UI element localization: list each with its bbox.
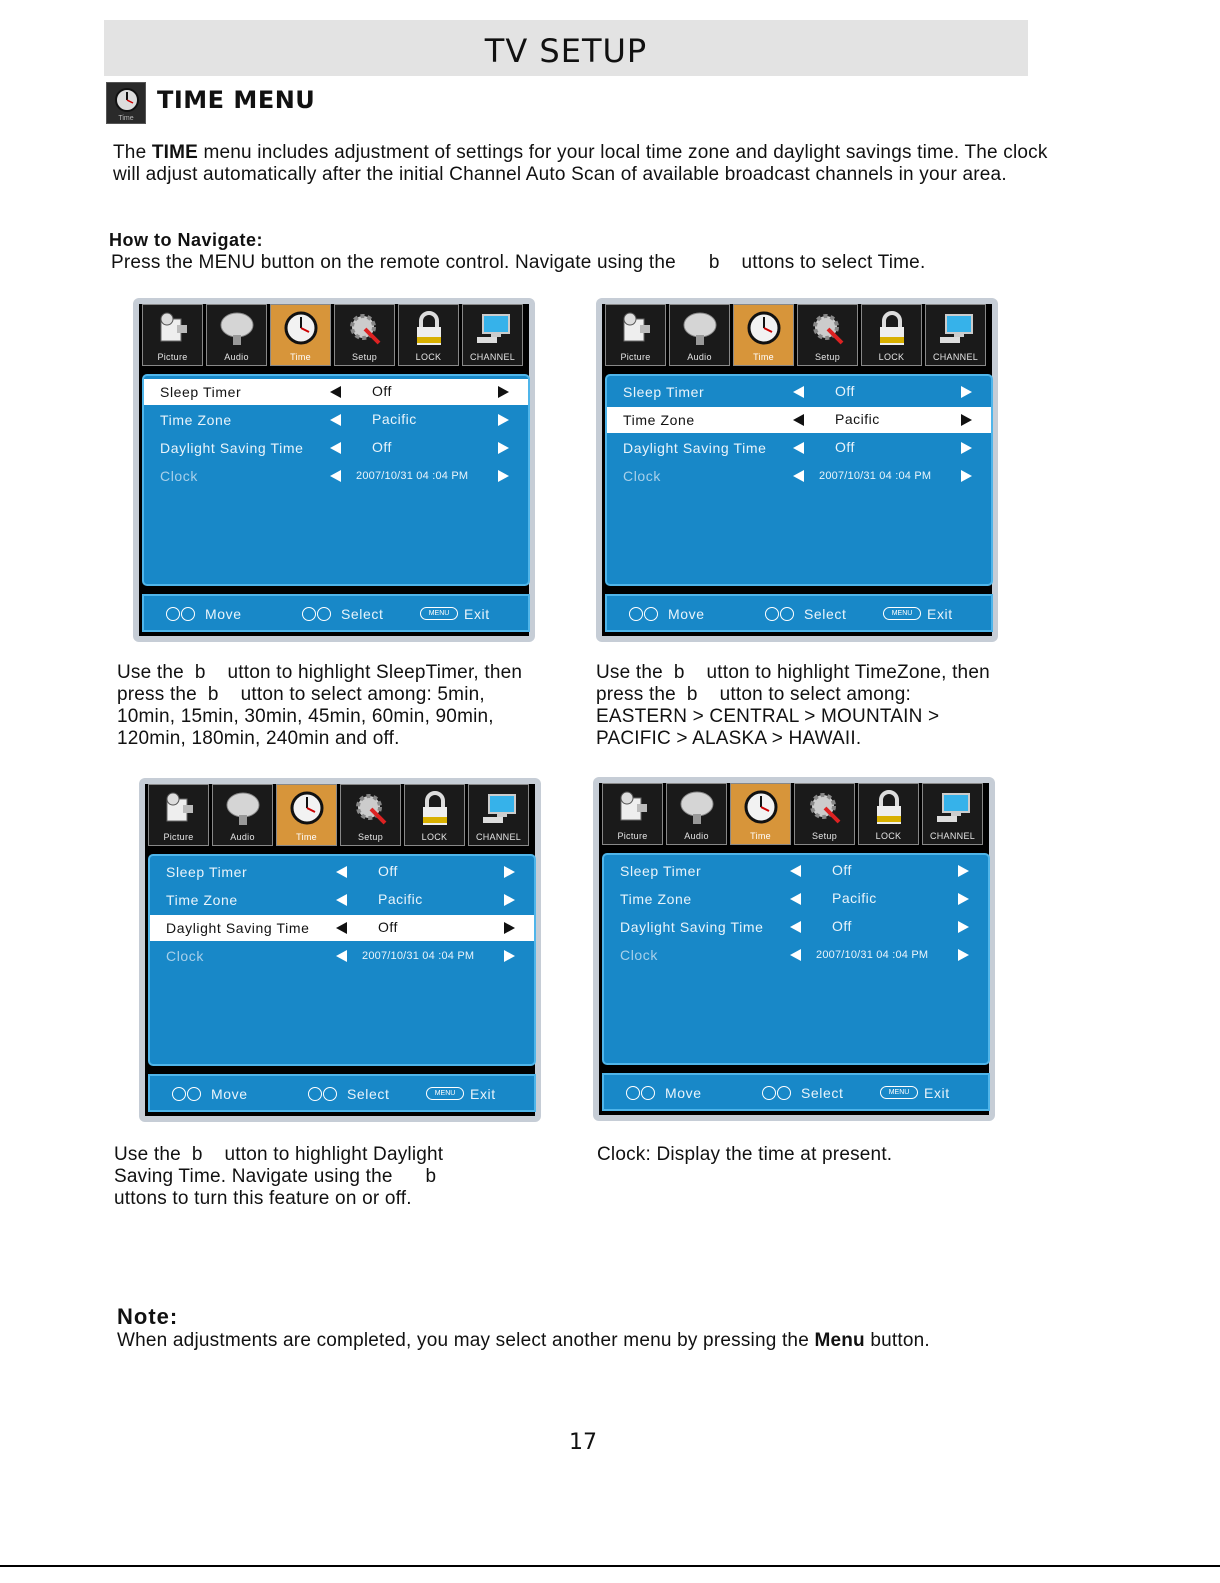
tab-label: Audio	[224, 352, 249, 362]
menu-row-clock	[604, 942, 988, 968]
menu-row-clock	[150, 943, 534, 969]
tab-picture	[605, 304, 666, 366]
menu-row-time-zone	[604, 886, 988, 912]
tab-lock	[858, 783, 919, 845]
menu-row-value: Off	[832, 918, 852, 934]
note-suffix: button.	[864, 1330, 930, 1351]
tv-menu-screenshot	[139, 778, 541, 1122]
menu-row-daylight-saving-time	[150, 915, 534, 941]
menu-row-clock	[144, 463, 528, 489]
menu-row-daylight-saving-time	[607, 435, 991, 461]
move-hint	[172, 1086, 248, 1102]
note-bold: Menu	[814, 1330, 865, 1351]
menu-button-icon: MENU	[880, 1086, 918, 1099]
intro-rest: menu includes adjustment of settings for your local time zone and daylight savings time. The clock will adjust automatically after the initial Channel Auto Scan of available broadcast channels in your area.	[113, 142, 1048, 185]
select-hint	[765, 606, 847, 622]
tab-lock	[404, 784, 465, 846]
tab-label: Audio	[684, 831, 709, 841]
menu-bottom-bar	[602, 1073, 990, 1111]
tab-label: Setup	[351, 352, 378, 362]
menu-row-value: Off	[835, 439, 855, 455]
menu-button-icon: MENU	[426, 1087, 464, 1100]
menu-row-value: 2007/10/31 04 :04 PM	[819, 470, 932, 482]
right-arrow-icon	[958, 865, 969, 877]
right-arrow-icon	[958, 949, 969, 961]
left-arrow-icon	[336, 866, 347, 878]
section-title: TIME MENU	[157, 86, 316, 114]
tab-label: LOCK	[878, 352, 905, 362]
menu-row-value: Pacific	[372, 411, 417, 427]
tab-label: Picture	[620, 352, 651, 362]
menu-row-time-zone	[150, 887, 534, 913]
menu-row-label: Daylight Saving Time	[623, 440, 767, 456]
select-label: Select	[340, 606, 384, 622]
tab-time	[276, 784, 337, 846]
right-button-icon	[323, 1087, 337, 1101]
menu-button-icon: MENU	[883, 607, 921, 620]
move-label: Move	[664, 1085, 702, 1101]
bottom-rule	[0, 1565, 1220, 1567]
select-label: Select	[800, 1085, 844, 1101]
caption-time-zone: Use the b utton to highlight TimeZone, then press the b utton to select among: EASTERN > CENTRAL > MOUNTAIN > PACIFIC > ALASKA > HAWAII.	[596, 662, 996, 749]
left-arrow-icon	[790, 921, 801, 933]
intro-paragraph	[113, 142, 1073, 186]
menu-row-time-zone	[607, 407, 991, 433]
left-arrow-icon	[793, 442, 804, 454]
tab-channel	[922, 783, 983, 845]
right-arrow-icon	[504, 894, 515, 906]
right-arrow-icon	[961, 414, 972, 426]
menu-tabs	[142, 304, 528, 366]
left-arrow-icon	[790, 949, 801, 961]
tab-channel	[925, 304, 986, 366]
caption-clock: Clock: Display the time at present.	[597, 1144, 893, 1165]
select-hint	[308, 1086, 390, 1102]
tv-menu-screenshot	[593, 777, 995, 1121]
time-section-icon	[106, 82, 146, 124]
menu-row-sleep-timer	[607, 379, 991, 405]
move-label: Move	[204, 606, 242, 622]
tab-label: LOCK	[421, 832, 448, 842]
intro-bold: TIME	[151, 142, 199, 163]
tab-picture	[602, 783, 663, 845]
up-button-icon	[626, 1086, 640, 1100]
select-hint	[762, 1085, 844, 1101]
menu-tabs	[602, 783, 988, 845]
tab-time	[730, 783, 791, 845]
menu-row-sleep-timer	[150, 859, 534, 885]
menu-button-icon: MENU	[420, 607, 458, 620]
right-arrow-icon	[961, 386, 972, 398]
right-arrow-icon	[958, 921, 969, 933]
right-arrow-icon	[498, 442, 509, 454]
note-prefix: When adjustments are completed, you may select another menu by pressing the	[117, 1330, 815, 1351]
tab-label: CHANNEL	[929, 831, 976, 841]
tab-channel	[468, 784, 529, 846]
menu-row-value: 2007/10/31 04 :04 PM	[816, 949, 929, 961]
tab-setup	[334, 304, 395, 366]
menu-row-value: Off	[378, 919, 398, 935]
navigate-heading: How to Navigate:	[109, 230, 264, 250]
page-title: TV SETUP	[484, 32, 648, 70]
tab-audio	[669, 304, 730, 366]
menu-row-label: Daylight Saving Time	[166, 920, 310, 936]
caption-daylight-saving: Use the b utton to highlight Daylight Saving Time. Navigate using the b uttons to turn this feature on or off.	[114, 1144, 459, 1209]
menu-row-value: Pacific	[835, 411, 880, 427]
tab-audio	[212, 784, 273, 846]
move-hint	[166, 606, 242, 622]
tab-lock	[398, 304, 459, 366]
left-button-icon	[762, 1086, 776, 1100]
tab-picture	[142, 304, 203, 366]
tab-label: CHANNEL	[932, 352, 979, 362]
up-button-icon	[629, 607, 643, 621]
note-text	[117, 1330, 1017, 1352]
tab-label: Picture	[617, 831, 648, 841]
left-button-icon	[302, 607, 316, 621]
menu-box	[148, 854, 536, 1066]
note-heading: Note:	[117, 1304, 179, 1329]
left-arrow-icon	[330, 414, 341, 426]
left-arrow-icon	[790, 893, 801, 905]
menu-bottom-bar	[605, 594, 993, 632]
left-arrow-icon	[336, 922, 347, 934]
right-button-icon	[777, 1086, 791, 1100]
menu-box	[602, 853, 990, 1065]
tab-audio	[206, 304, 267, 366]
tab-time	[733, 304, 794, 366]
down-button-icon	[641, 1086, 655, 1100]
menu-row-value: Off	[372, 439, 392, 455]
menu-box	[142, 374, 530, 586]
right-arrow-icon	[504, 866, 515, 878]
header-banner	[104, 20, 1028, 76]
menu-row-label: Time Zone	[166, 892, 238, 908]
tab-label: Picture	[163, 832, 194, 842]
caption-sleep-timer: Use the b utton to highlight SleepTimer, then press the b utton to select among: 5min, 10min, 15min, 30min, 45min, 60min, 90min, 120min, 180min, 240min and off.	[117, 662, 528, 749]
down-button-icon	[181, 607, 195, 621]
tab-label: Time	[296, 832, 317, 842]
menu-tabs	[605, 304, 991, 366]
tab-label: LOCK	[415, 352, 442, 362]
menu-row-value: Pacific	[378, 891, 423, 907]
menu-row-time-zone	[144, 407, 528, 433]
clock-icon	[114, 87, 140, 113]
menu-row-label: Time Zone	[160, 412, 232, 428]
right-arrow-icon	[504, 922, 515, 934]
move-hint	[629, 606, 705, 622]
right-arrow-icon	[504, 950, 515, 962]
menu-bottom-bar	[148, 1074, 536, 1112]
select-hint	[302, 606, 384, 622]
intro-prefix: The	[113, 142, 152, 163]
tab-label: Time	[753, 352, 774, 362]
tv-menu-screenshot	[596, 298, 998, 642]
menu-row-daylight-saving-time	[144, 435, 528, 461]
left-arrow-icon	[330, 442, 341, 454]
tab-label: Audio	[230, 832, 255, 842]
left-button-icon	[308, 1087, 322, 1101]
tab-label: CHANNEL	[475, 832, 522, 842]
left-button-icon	[765, 607, 779, 621]
left-arrow-icon	[793, 414, 804, 426]
right-arrow-icon	[498, 414, 509, 426]
tab-label: Audio	[687, 352, 712, 362]
tab-label: Setup	[357, 832, 384, 842]
exit-label: Exit	[924, 1085, 950, 1101]
exit-label: Exit	[464, 606, 490, 622]
down-button-icon	[187, 1087, 201, 1101]
move-label: Move	[667, 606, 705, 622]
left-arrow-icon	[790, 865, 801, 877]
time-section-icon-label: Time	[118, 115, 134, 122]
navigate-text: Press the MENU button on the remote control. Navigate using the b uttons to select Time.	[111, 252, 926, 273]
up-button-icon	[166, 607, 180, 621]
menu-row-sleep-timer	[604, 858, 988, 884]
left-arrow-icon	[330, 470, 341, 482]
menu-row-value: Off	[835, 383, 855, 399]
left-arrow-icon	[793, 470, 804, 482]
tab-setup	[340, 784, 401, 846]
up-button-icon	[172, 1087, 186, 1101]
right-arrow-icon	[961, 470, 972, 482]
tab-label: CHANNEL	[469, 352, 516, 362]
tab-picture	[148, 784, 209, 846]
tab-label: Setup	[811, 831, 838, 841]
menu-row-label: Sleep Timer	[620, 863, 702, 879]
menu-bottom-bar	[142, 594, 530, 632]
menu-row-label: Sleep Timer	[623, 384, 705, 400]
move-hint	[626, 1085, 702, 1101]
tab-label: LOCK	[875, 831, 902, 841]
menu-row-sleep-timer	[144, 379, 528, 405]
tab-label: Time	[750, 831, 771, 841]
menu-row-label: Time Zone	[620, 891, 692, 907]
select-label: Select	[346, 1086, 390, 1102]
move-label: Move	[210, 1086, 248, 1102]
tab-audio	[666, 783, 727, 845]
tv-menu-screenshot	[133, 298, 535, 642]
menu-row-value: Off	[832, 862, 852, 878]
menu-row-clock	[607, 463, 991, 489]
right-arrow-icon	[961, 442, 972, 454]
menu-tabs	[148, 784, 534, 846]
right-arrow-icon	[498, 386, 509, 398]
left-arrow-icon	[336, 894, 347, 906]
menu-row-value: 2007/10/31 04 :04 PM	[362, 950, 475, 962]
menu-row-value: Pacific	[832, 890, 877, 906]
exit-label: Exit	[470, 1086, 496, 1102]
menu-row-label: Clock	[623, 468, 662, 484]
page-number: 17	[569, 1430, 597, 1455]
tab-label: Setup	[814, 352, 841, 362]
menu-row-label: Clock	[166, 948, 205, 964]
menu-row-label: Sleep Timer	[166, 864, 248, 880]
right-button-icon	[317, 607, 331, 621]
tab-lock	[861, 304, 922, 366]
tab-setup	[797, 304, 858, 366]
tab-label: Picture	[157, 352, 188, 362]
menu-row-daylight-saving-time	[604, 914, 988, 940]
menu-row-value: Off	[378, 863, 398, 879]
tab-channel	[462, 304, 523, 366]
menu-row-label: Daylight Saving Time	[620, 919, 764, 935]
menu-row-value: 2007/10/31 04 :04 PM	[356, 470, 469, 482]
menu-row-label: Sleep Timer	[160, 384, 242, 400]
right-button-icon	[780, 607, 794, 621]
exit-label: Exit	[927, 606, 953, 622]
tab-setup	[794, 783, 855, 845]
left-arrow-icon	[793, 386, 804, 398]
select-label: Select	[803, 606, 847, 622]
left-arrow-icon	[330, 386, 341, 398]
menu-row-label: Clock	[160, 468, 199, 484]
tab-time	[270, 304, 331, 366]
tab-label: Time	[290, 352, 311, 362]
right-arrow-icon	[498, 470, 509, 482]
down-button-icon	[644, 607, 658, 621]
menu-box	[605, 374, 993, 586]
menu-row-label: Clock	[620, 947, 659, 963]
menu-row-label: Daylight Saving Time	[160, 440, 304, 456]
right-arrow-icon	[958, 893, 969, 905]
menu-row-value: Off	[372, 383, 392, 399]
menu-row-label: Time Zone	[623, 412, 695, 428]
left-arrow-icon	[336, 950, 347, 962]
